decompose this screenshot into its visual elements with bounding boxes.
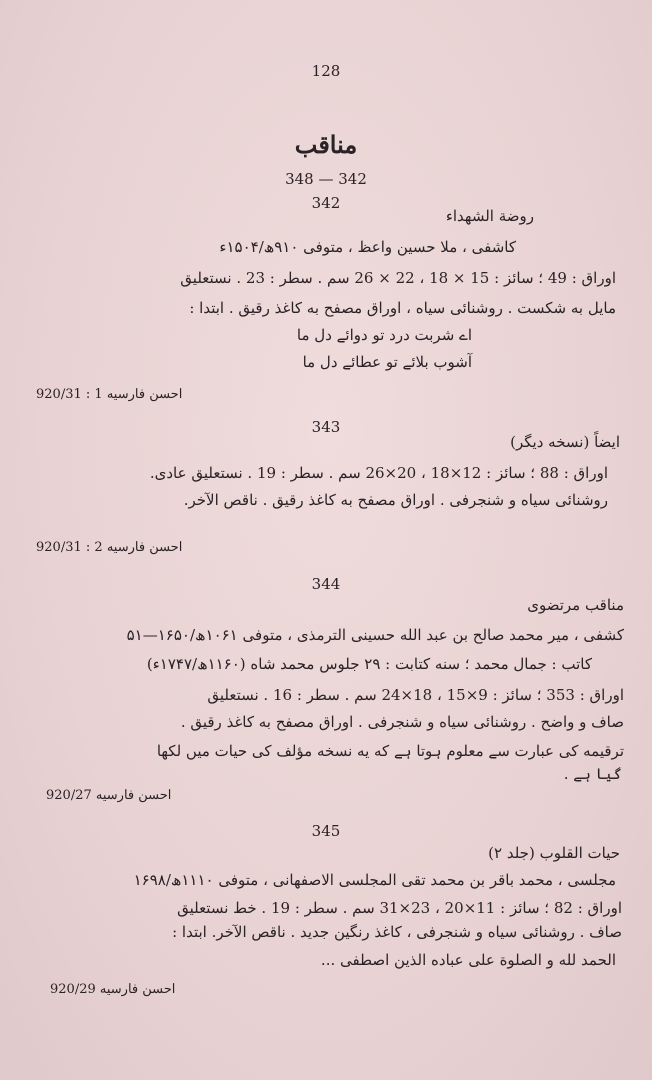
section-title: مناقب: [294, 130, 358, 159]
entry-author: کشفی ، میر محمد صالح بن عبد الله حسینی الترمذی ، متوفی ۱۰۶۱ھ/۱۶۵۰—۵۱: [126, 626, 624, 644]
entry-author: کاشفی ، ملا حسین واعظ ، متوفی ۹۱۰ھ/۱۵۰۴ء: [219, 238, 516, 256]
entry-note-line: گیا ہے .: [563, 765, 622, 783]
entry-number: 344: [311, 575, 341, 593]
shelf-mark: احسن فارسیه 2 : 920/31: [36, 540, 183, 555]
entry-description-line: صاف و واضح . روشنائی سیاه و شنجرفی . اوراق مصفح به کاغذ رقیق .: [180, 713, 624, 731]
entry-description-line: اوراق : 88 ؛ سائز : 12×18 ، 20×26 سم . سطر : 19 . نستعلیق عادی.: [149, 464, 608, 482]
entry-title: حیات القلوب (جلد ۲): [488, 844, 620, 862]
entry-description-line: اوراق : 82 ؛ سائز : 11×20 ، 23×31 سم . سطر : 19 . خط نستعلیق: [177, 899, 622, 917]
entry-number: 343: [311, 418, 341, 436]
shelf-mark: احسن فارسیه 920/27: [46, 788, 172, 803]
entry-author: مجلسی ، محمد باقر بن محمد تقی المجلسی الاصفهانی ، متوفی ۱۱۱۰ھ/۱۶۹۸: [133, 871, 616, 889]
entry-description-line: صاف . روشنائی سیاه و شنجرفی ، کاغذ رنگین جدید . ناقص الآخر. ابتدا :: [172, 923, 622, 941]
shelf-mark: احسن فارسیه 920/29: [50, 982, 176, 997]
section-range: 348 — 342: [285, 170, 367, 188]
entry-title: روضة الشهداء: [445, 207, 534, 225]
shelf-mark: احسن فارسیه 1 : 920/31: [36, 387, 183, 402]
entry-description-line: اوراق : 49 ؛ سائز : 15 × 18 ، 22 × 26 سم . سطر : 23 . نستعلیق: [180, 269, 616, 287]
entry-number: 342: [311, 194, 341, 212]
verse-line: اے شربت درد تو دوائے دل ما: [296, 326, 472, 344]
entry-title: مناقب مرتضوی: [527, 596, 624, 614]
entry-title: ایضاً (نسخه دیگر): [510, 433, 620, 451]
entry-note-line: ترقیمه کی عبارت سے معلوم ہوتا ہے که یه نسخه مؤلف کی حیات میں لکھا: [156, 742, 624, 760]
entry-description-line: روشنائی سیاه و شنجرفی . اوراق مصفح به کاغذ رقیق . ناقص الآخر.: [183, 491, 608, 509]
page-number: 128: [311, 62, 341, 80]
entry-incipit: الحمد لله و الصلوة علی عباده الذین اصطفی ...: [320, 951, 616, 969]
entry-number: 345: [311, 822, 341, 840]
entry-description-line: اوراق : 353 ؛ سائز : 9×15 ، 18×24 سم . سطر : 16 . نستعلیق: [207, 686, 624, 704]
entry-scribe: کاتب : جمال محمد ؛ سنه کتابت : ۲۹ جلوس محمد شاه (۱۱۶۰ھ/۱۷۴۷ء): [146, 655, 592, 673]
verse-line: آشوب بلائے تو عطائے دل ما: [302, 353, 472, 371]
entry-description-line: مایل به شکست . روشنائی سیاه ، اوراق مصفح به کاغذ رقیق . ابتدا :: [189, 299, 616, 317]
